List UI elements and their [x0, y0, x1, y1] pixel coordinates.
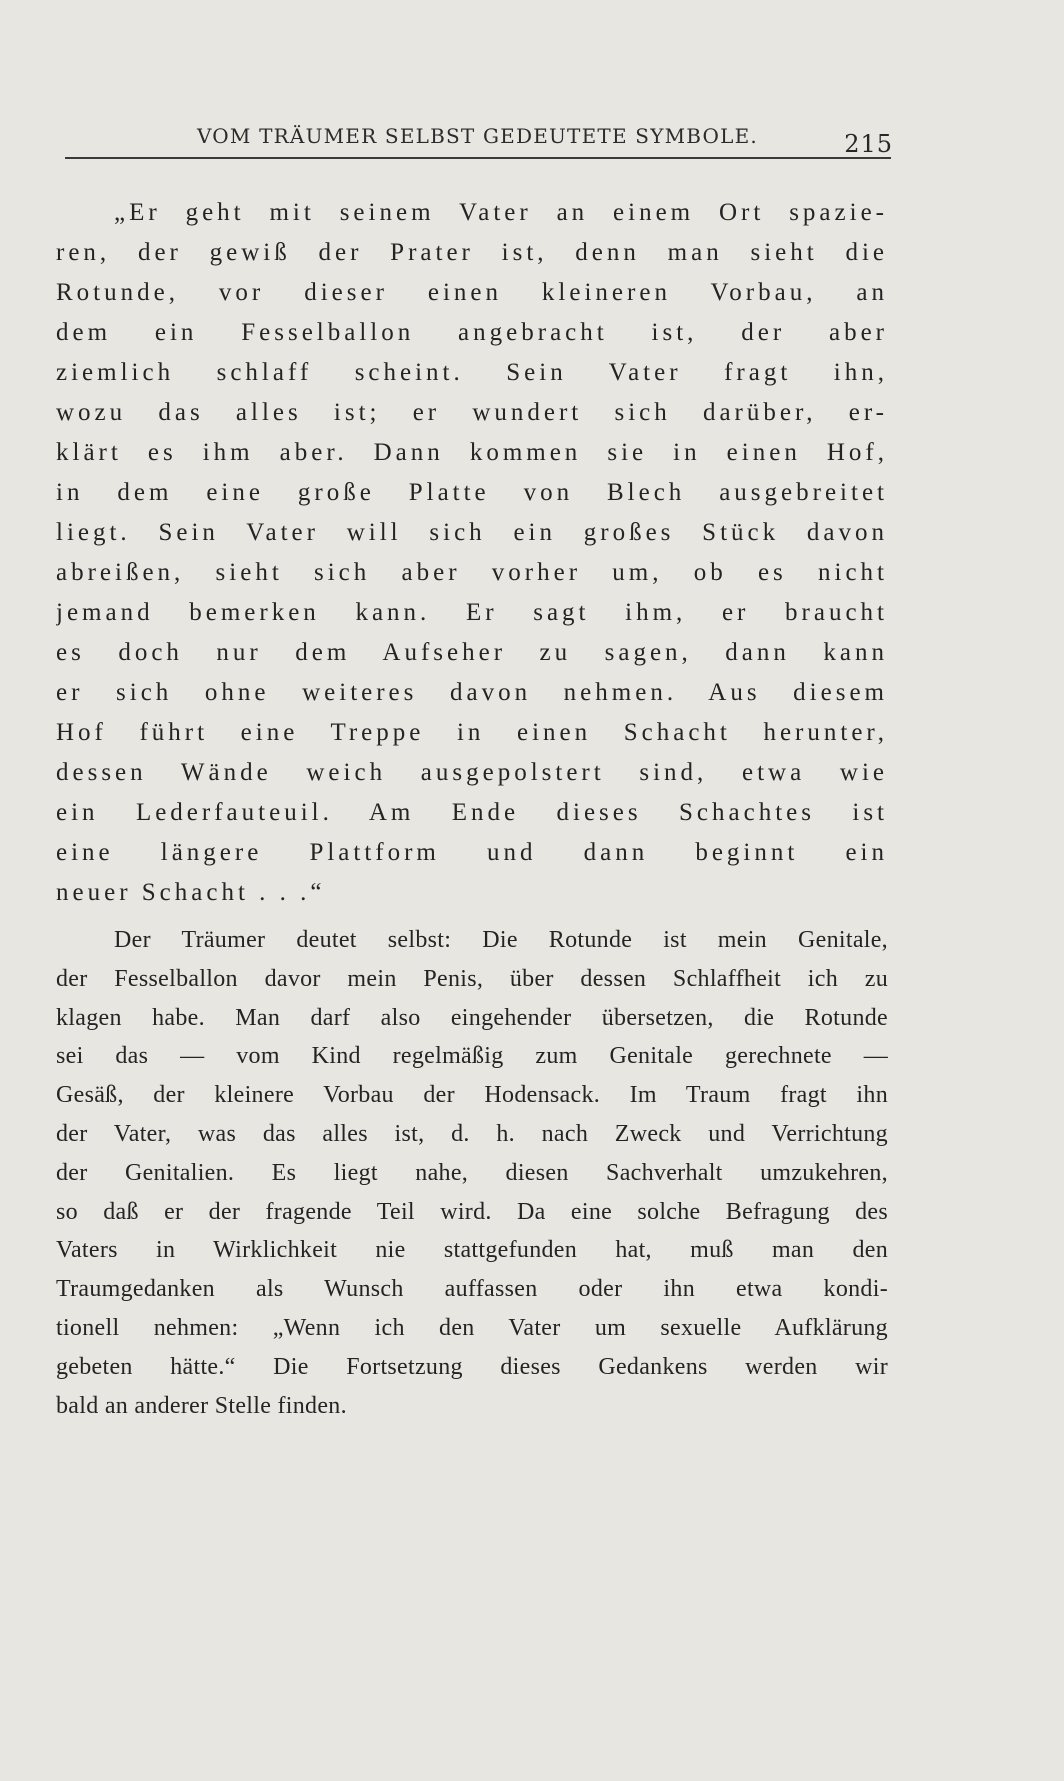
- quote-line: Hof führt eine Treppe in einen Schacht herunter,: [56, 719, 888, 746]
- paragraph-line: Der Träumer deutet selbst: Die Rotunde ist mein Genitale,: [114, 927, 888, 953]
- paragraph-line: Vaters in Wirklichkeit nie stattgefunden hat, muß man den: [56, 1237, 888, 1264]
- quote-line: neuer Schacht . . .“: [56, 879, 326, 906]
- paragraph-line: der Fesselballon davor mein Penis, über dessen Schlaffheit ich zu: [56, 965, 888, 992]
- quote-line: dem ein Fesselballon angebracht ist, der aber: [56, 319, 888, 346]
- interpretation-paragraph: [56, 921, 888, 1425]
- paragraph-line: Gesäß, der kleinere Vorbau der Hodensack. Im Traum fragt ihn: [56, 1082, 888, 1109]
- paragraph-line: tionell nehmen: „Wenn ich den Vater um sexuelle Aufklärung: [56, 1314, 888, 1341]
- quote-line: jemand bemerken kann. Er sagt ihm, er braucht: [56, 599, 888, 626]
- page-number: 215: [844, 130, 893, 158]
- header-rule: [65, 157, 891, 159]
- paragraph-line: der Vater, was das alles ist, d. h. nach Zweck und Verrichtung: [56, 1120, 888, 1147]
- quote-line: er sich ohne weiteres davon nehmen. Aus diesem: [56, 679, 888, 706]
- paragraph-line: klagen habe. Man darf also eingehender übersetzen, die Rotunde: [56, 1004, 888, 1031]
- paragraph-line: Traumgedanken als Wunsch auffassen oder ihn etwa kondi-: [56, 1276, 888, 1303]
- quote-line: in dem eine große Platte von Blech ausgebreitet: [56, 479, 888, 506]
- quote-line: ziemlich schlaff scheint. Sein Vater fragt ihn,: [56, 359, 888, 386]
- quote-line: es doch nur dem Aufseher zu sagen, dann kann: [56, 639, 888, 666]
- quote-line: klärt es ihm aber. Dann kommen sie in einen Hof,: [56, 439, 888, 466]
- paragraph-line: der Genitalien. Es liegt nahe, diesen Sachverhalt umzukehren,: [56, 1159, 888, 1186]
- quote-line: Rotunde, vor dieser einen kleineren Vorbau, an: [56, 279, 888, 306]
- quote-line: liegt. Sein Vater will sich ein großes Stück davon: [56, 519, 888, 546]
- quote-line: ren, der gewiß der Prater ist, denn man sieht die: [56, 239, 888, 266]
- paragraph-line: so daß er der fragende Teil wird. Da eine solche Befragung des: [56, 1198, 888, 1225]
- paragraph-line: sei das — vom Kind regelmäßig zum Genitale gerechnete —: [56, 1043, 888, 1070]
- quote-line: ein Lederfauteuil. Am Ende dieses Schachtes ist: [56, 799, 888, 826]
- dream-quote: [56, 193, 888, 913]
- quote-line: wozu das alles ist; er wundert sich darüber, er-: [56, 399, 888, 426]
- header-title: VOM TRÄUMER SELBST GEDEUTETE SYMBOLE.: [197, 124, 758, 148]
- quote-line: „Er geht mit seinem Vater an einem Ort spazie-: [114, 199, 888, 226]
- quote-line: abreißen, sieht sich aber vorher um, ob es nicht: [56, 559, 888, 586]
- running-header: [65, 120, 895, 160]
- paragraph-line: gebeten hätte.“ Die Fortsetzung dieses Gedankens werden wir: [56, 1353, 888, 1380]
- quote-line: dessen Wände weich ausgepolstert sind, etwa wie: [56, 759, 888, 786]
- page-content: [56, 193, 888, 1425]
- paragraph-line: bald an anderer Stelle finden.: [56, 1392, 347, 1419]
- quote-line: eine längere Plattform und dann beginnt ein: [56, 839, 888, 866]
